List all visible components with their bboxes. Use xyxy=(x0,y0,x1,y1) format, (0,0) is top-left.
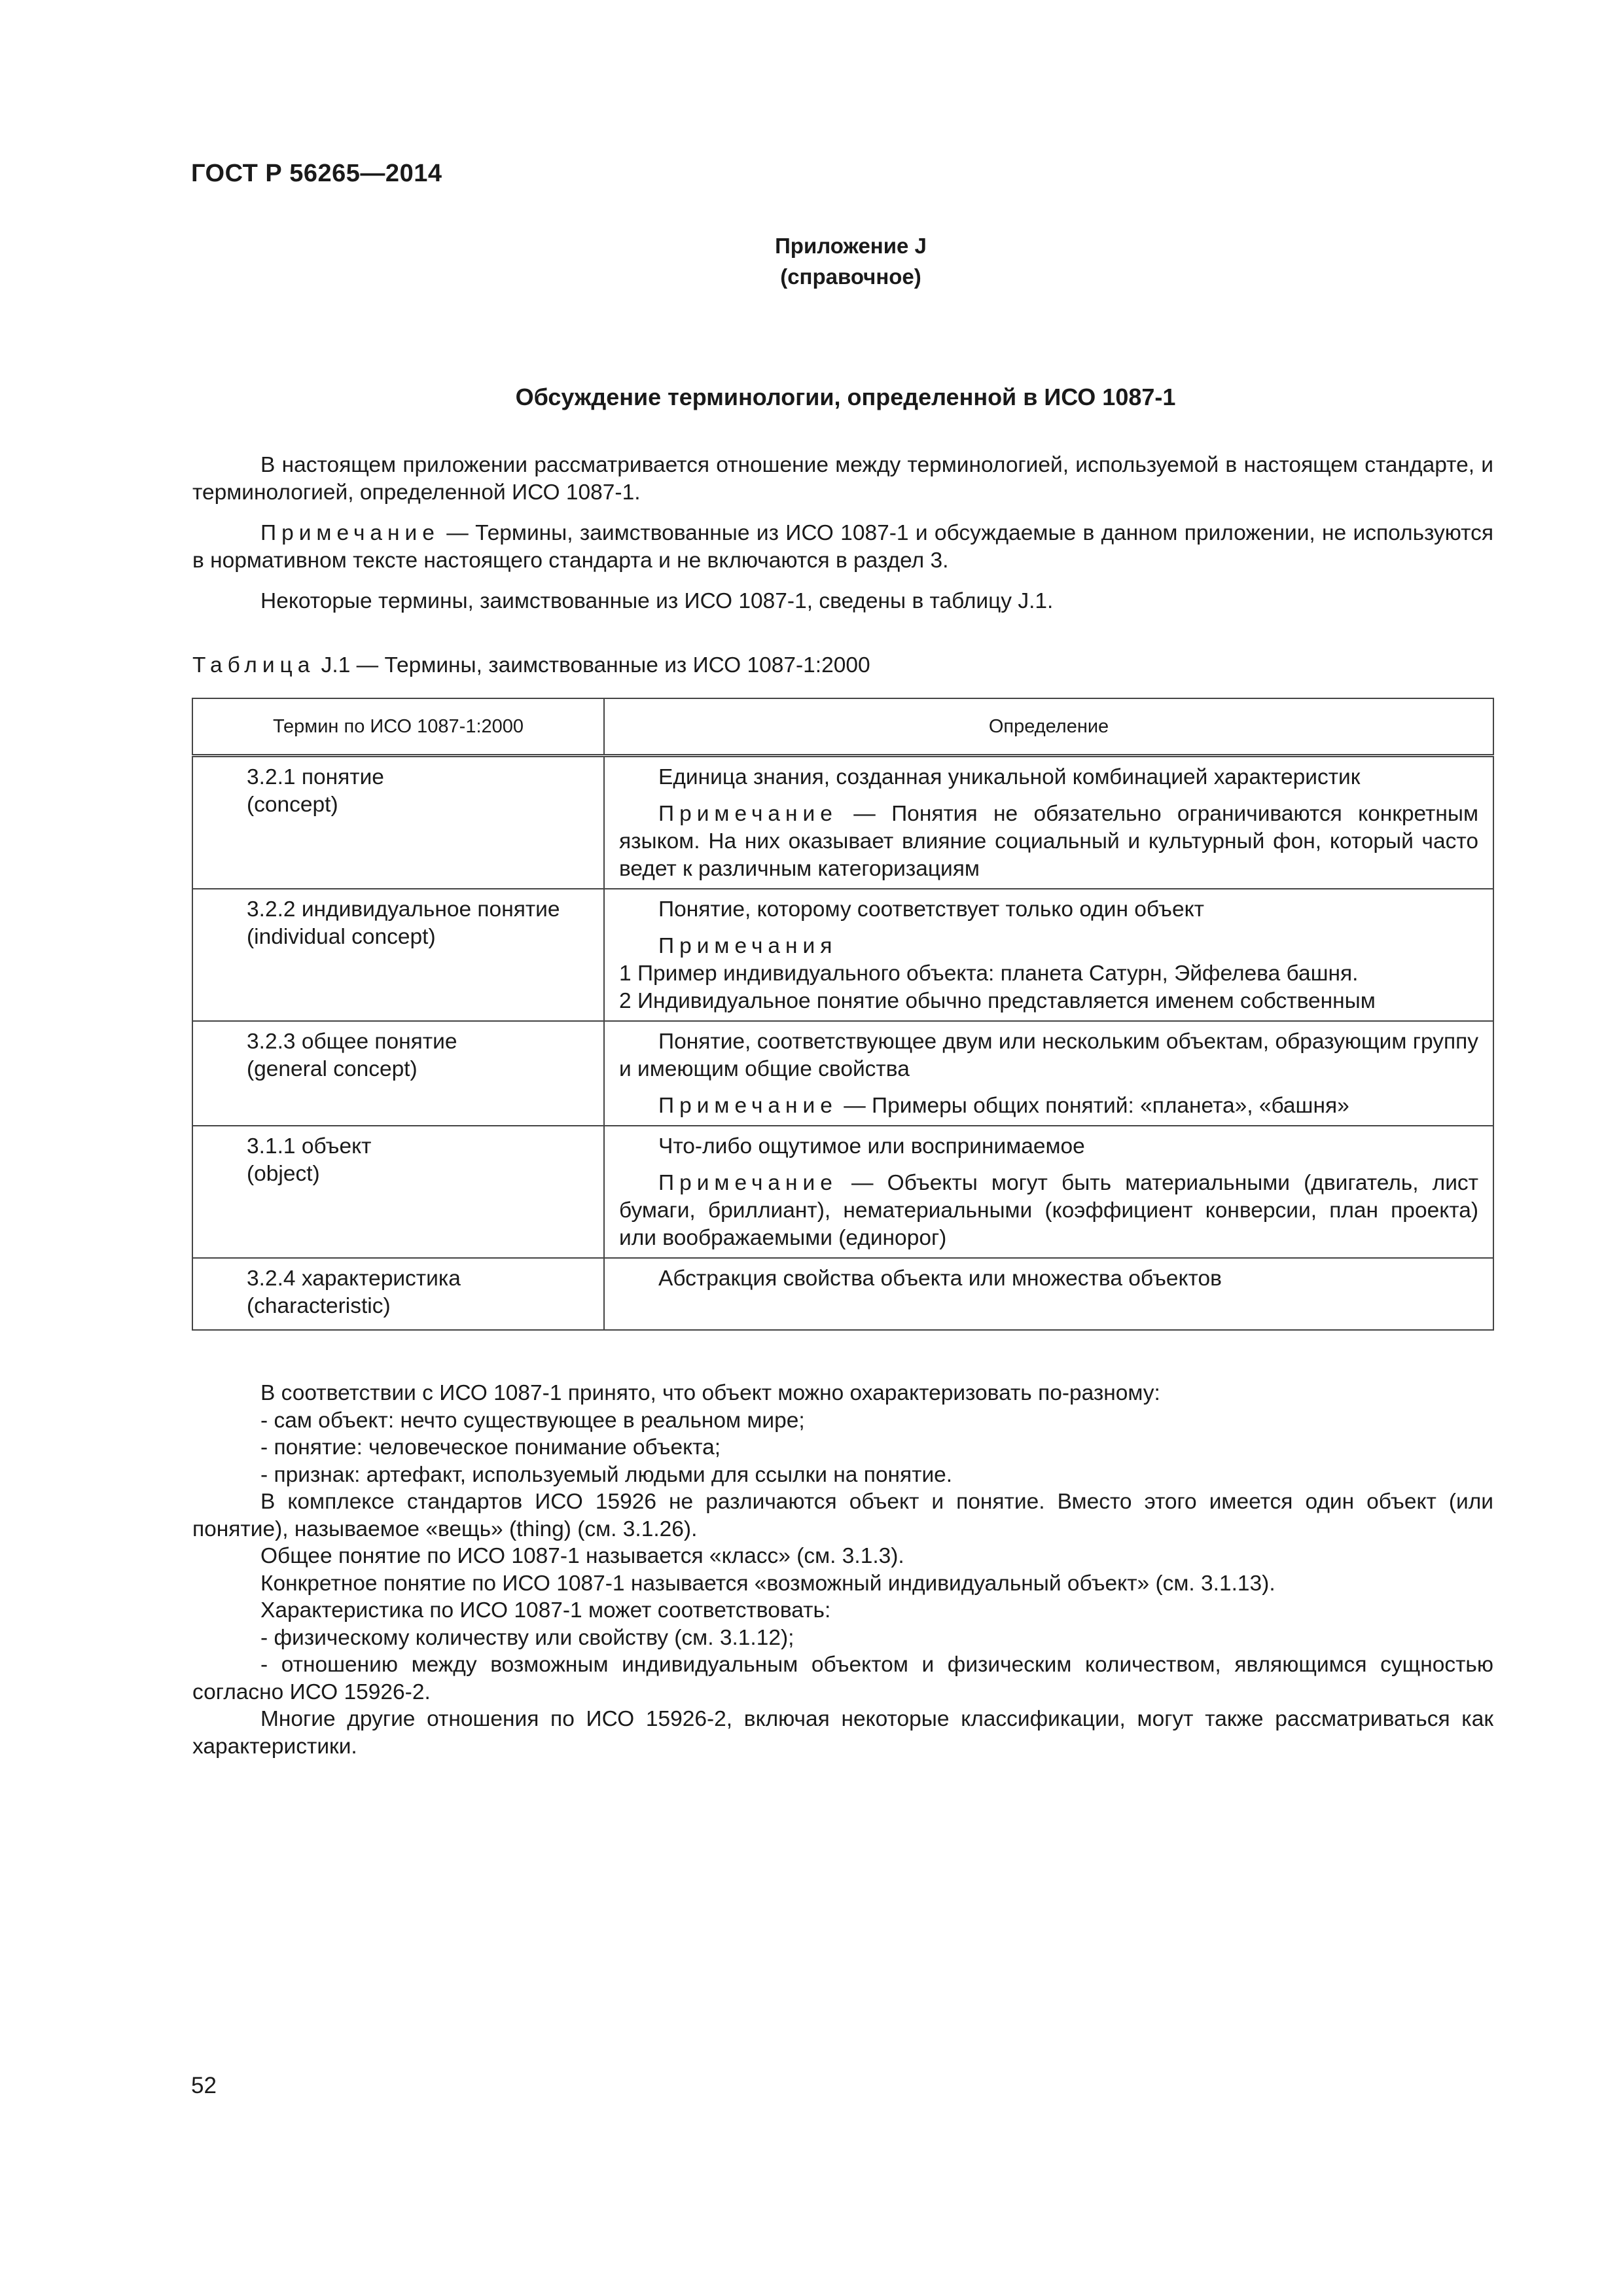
term-ru: 3.1.1 объект xyxy=(247,1134,372,1158)
body-line: Конкретное понятие по ИСО 1087-1 называется «возможный индивидуальный объект» (см. 3.1.13). xyxy=(260,1571,1275,1596)
column-header-definition: Определение xyxy=(604,698,1493,756)
term-cell xyxy=(192,1258,604,1330)
notes-label: Примечания xyxy=(658,934,838,958)
term-cell xyxy=(192,1126,604,1258)
table-row xyxy=(192,1126,1493,1258)
term-en: (characteristic) xyxy=(247,1294,391,1318)
note-label: Примечание xyxy=(658,1171,838,1195)
body-line: В комплексе стандартов ИСО 15926 не различаются объект и понятие. Вместо этого имеется один объект (или понятие), называемое «вещь» (thing) (см. 3.1.26). xyxy=(192,1490,1493,1541)
term-ru: 3.2.4 характеристика xyxy=(247,1266,461,1291)
term-cell xyxy=(192,889,604,1021)
body-line: Многие другие отношения по ИСО 15926-2, включая некоторые классификации, могут также рассматриваться как характеристики. xyxy=(192,1707,1493,1759)
term-en: (general concept) xyxy=(247,1057,418,1081)
body-line: - физическому количеству или свойству (см. 3.1.12); xyxy=(260,1625,794,1650)
body-line: - признак: артефакт, используемый людьми для ссылки на понятие. xyxy=(260,1462,953,1487)
appendix-title: Приложение J xyxy=(775,234,927,258)
intro-note xyxy=(192,520,1493,575)
intro-table-reference: Некоторые термины, заимствованные из ИСО 1087-1, сведены в таблицу J.1. xyxy=(260,589,1054,613)
table-row xyxy=(192,889,1493,1021)
appendix-type: (справочное) xyxy=(780,264,921,289)
standard-header: ГОСТ Р 56265—2014 xyxy=(191,160,442,187)
table-caption xyxy=(192,653,870,678)
definition-cell xyxy=(604,889,1493,1021)
terms-table xyxy=(192,698,1494,1331)
note-label: Примечание xyxy=(260,521,440,545)
body-text xyxy=(192,1380,1493,1760)
definition-note xyxy=(619,1170,1478,1252)
definition-cell xyxy=(604,1021,1493,1126)
definition-cell xyxy=(604,1126,1493,1258)
appendix-heading xyxy=(654,230,1047,292)
term-en: (object) xyxy=(247,1162,320,1186)
body-line: - сам объект: нечто существующее в реальном мире; xyxy=(260,1408,805,1433)
section-title: Обсуждение терминологии, определенной в ИСО 1087-1 xyxy=(515,384,1176,410)
page-number: 52 xyxy=(191,2073,217,2098)
note-label: Примечание xyxy=(658,802,838,826)
intro-text xyxy=(192,452,1493,615)
term-en: (individual concept) xyxy=(247,925,436,949)
table-row xyxy=(192,756,1493,889)
table-caption-label: Таблица xyxy=(192,653,315,677)
term-ru: 3.2.2 индивидуальное понятие xyxy=(247,897,560,922)
column-header-term: Термин по ИСО 1087-1:2000 xyxy=(192,698,604,756)
table-row xyxy=(192,1021,1493,1126)
definition-text: Что-либо ощутимое или воспринимаемое xyxy=(658,1134,1085,1158)
note-text: — Объекты могут быть материальными (двигатель, лист бумаги, бриллиант), нематериальными (коэффициент конверсии, план проекта) или воображаемыми (единорог) xyxy=(619,1171,1478,1250)
body-line: Характеристика по ИСО 1087-1 может соответствовать: xyxy=(260,1598,831,1623)
note-text: — Термины, заимствованные из ИСО 1087-1 и обсуждаемые в данном приложении, не используются в нормативном тексте настоящего стандарта и не включаются в раздел 3. xyxy=(192,521,1493,573)
note-label: Примечание xyxy=(658,1094,838,1118)
term-cell xyxy=(192,756,604,889)
definition-note xyxy=(619,1092,1478,1120)
intro-paragraph: В настоящем приложении рассматривается отношение между терминологией, используемой в настоящем стандарте, и терминологией, определенной ИСО 1087-1. xyxy=(192,453,1493,505)
definition-text: Абстракция свойства объекта или множества объектов xyxy=(658,1266,1222,1291)
note-item: 1 Пример индивидуального объекта: планета Сатурн, Эйфелева башня. xyxy=(619,961,1359,986)
definition-cell xyxy=(604,756,1493,889)
definition-cell xyxy=(604,1258,1493,1330)
term-en: (concept) xyxy=(247,793,338,817)
term-cell xyxy=(192,1021,604,1126)
definition-text: Единица знания, созданная уникальной комбинацией характеристик xyxy=(658,765,1361,789)
note-item: 2 Индивидуальное понятие обычно представляется именем собственным xyxy=(619,989,1376,1013)
note-text: — Понятия не обязательно ограничиваются конкретным языком. На них оказывает влияние социальный и культурный фон, который часто ведет к различным категоризациям xyxy=(619,802,1478,881)
table-header-row xyxy=(192,698,1493,756)
term-ru: 3.2.1 понятие xyxy=(247,765,384,789)
body-line: Общее понятие по ИСО 1087-1 называется «класс» (см. 3.1.3). xyxy=(260,1544,904,1568)
body-line: - отношению между возможным индивидуальным объектом и физическим количеством, являющимся сущностью согласно ИСО 15926-2. xyxy=(192,1653,1493,1704)
note-text: — Примеры общих понятий: «планета», «башня» xyxy=(837,1094,1349,1118)
body-line: В соответствии с ИСО 1087-1 принято, что объект можно охарактеризовать по-разному: xyxy=(260,1381,1160,1405)
definition-text: Понятие, которому соответствует только один объект xyxy=(658,897,1204,922)
definition-text: Понятие, соответствующее двум или нескольким объектам, образующим группу и имеющим общие свойства xyxy=(619,1030,1478,1081)
definition-note xyxy=(619,800,1478,883)
table-row xyxy=(192,1258,1493,1330)
table-caption-text: J.1 — Термины, заимствованные из ИСО 1087-1:2000 xyxy=(315,653,870,677)
term-ru: 3.2.3 общее понятие xyxy=(247,1030,457,1054)
body-line: - понятие: человеческое понимание объекта; xyxy=(260,1435,721,1460)
